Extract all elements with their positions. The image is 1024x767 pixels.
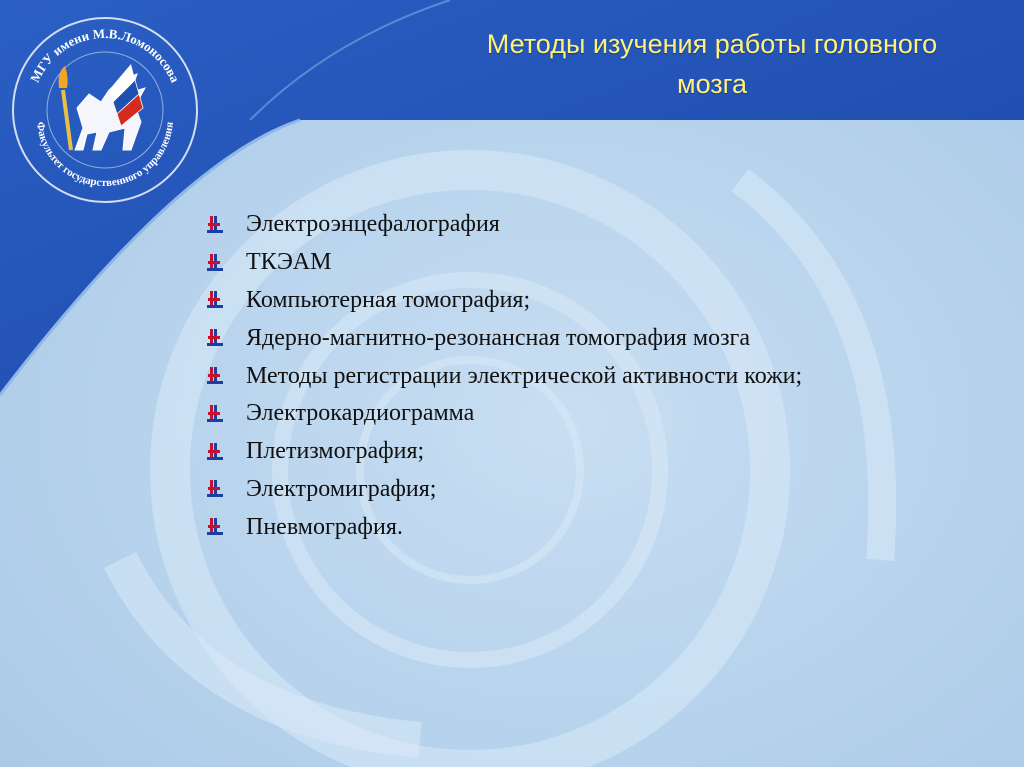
- svg-text:Факультет государственного упр: Факультет государственного управления: [33, 121, 176, 190]
- list-item-text: Плетизмография;: [246, 438, 425, 465]
- slide-title: [400, 24, 1024, 104]
- methods-list: [206, 206, 802, 546]
- bullet-icon: [206, 253, 226, 273]
- bullet-icon: [206, 442, 226, 462]
- bullet-icon: [206, 479, 226, 499]
- list-item-text: Электрокардиограмма: [246, 400, 475, 427]
- list-item: [206, 471, 802, 509]
- list-item: [206, 319, 802, 357]
- bullet-icon: [206, 328, 226, 348]
- list-item: [206, 395, 802, 433]
- bullet-icon: [206, 404, 226, 424]
- slide-title-line-1: Методы изучения работы головного: [486, 29, 938, 59]
- bullet-icon: [206, 290, 226, 310]
- bullet-icon: [206, 517, 226, 537]
- griffin-emblem-icon: [5, 10, 205, 210]
- list-item-text: Методы регистрации электрической активности кожи;: [246, 362, 803, 389]
- svg-text:МГУ имени М.В.Ломоносова: МГУ имени М.В.Ломоносова: [27, 25, 183, 85]
- list-item-text: Ядерно-магнитно-резонансная томография мозга: [246, 324, 751, 351]
- list-item: [206, 244, 802, 282]
- list-item-text: Компьютерная томография;: [246, 286, 531, 313]
- list-item: [206, 282, 802, 320]
- list-item-text: Электромиграфия;: [246, 475, 437, 502]
- list-item-text: ТКЭАМ: [246, 249, 332, 276]
- bullet-icon: [206, 366, 226, 386]
- bullet-icon: [206, 215, 226, 235]
- list-item: [206, 206, 802, 244]
- list-item: [206, 433, 802, 471]
- slide-title-line-2: мозга: [677, 69, 747, 99]
- list-item-text: Пневмография.: [246, 513, 403, 540]
- list-item: [206, 357, 802, 395]
- list-item-text: Электроэнцефалография: [246, 211, 500, 238]
- list-item: [206, 508, 802, 546]
